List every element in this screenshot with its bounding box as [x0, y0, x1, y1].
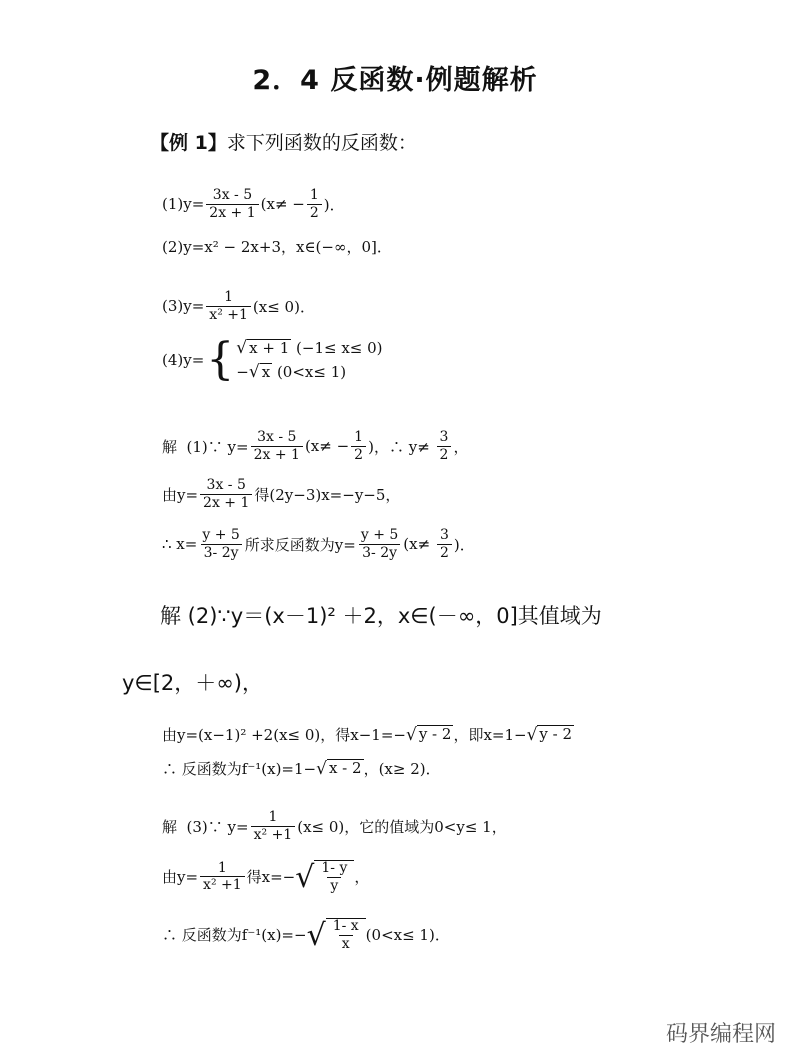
- problem-4: (4)y= { √ x + 1 (−1≤ x≤ 0) − √ x (0<x≤ 1): [162, 334, 383, 385]
- fraction: $\frac{1}{\text{x² +1}}$: [206, 290, 251, 322]
- sqrt: √ y - 2: [526, 724, 573, 745]
- solution-3-line-1: 解 (3)∵ y= $\frac{1}{\text{x² +1}}$ (x≤ 0)，它的值域为0<y≤ 1，: [162, 809, 507, 843]
- sqrt: √ y - 2: [405, 724, 452, 745]
- page-title: 2．4 反函数·例题解析: [252, 65, 538, 96]
- fraction: $\frac{1}{\text{x² +1}}$: [200, 861, 245, 893]
- solution-3-line-3: ∴ 反函数为f⁻¹(x)=− √ $\frac{1- x}{x}$ (0<x≤ 1)．: [162, 918, 450, 954]
- solution-2-line-4: ∴ 反函数为f⁻¹(x)=1− √ x - 2 ，(x≥ 2)．: [162, 758, 441, 779]
- example-text: 求下列函数的反函数：: [226, 132, 417, 154]
- fraction: $\frac{1}{\text{x² +1}}$: [251, 810, 296, 842]
- case-2: − √ x (0<x≤ 1): [236, 362, 347, 383]
- fraction: $\frac{3x - 5}{2x + 1}$: [251, 430, 303, 462]
- fraction: $\frac{y + 5}{3- 2y}$: [360, 527, 399, 561]
- piecewise-cases: [236, 339, 382, 382]
- solution-1-line-2: 由y= $\frac{3x - 5}{2x + 1}$ 得(2y−3)x=−y−5，: [162, 477, 401, 511]
- sqrt: √ $\frac{1- x}{x}$: [307, 918, 366, 951]
- fraction: $\frac{y + 5}{3- 2y}$: [202, 527, 240, 561]
- case-1: √ x + 1 (−1≤ x≤ 0): [236, 338, 383, 358]
- sqrt: √ $\frac{1- y}{y}$: [295, 860, 354, 893]
- fraction: $\frac{3}{2}$: [437, 430, 452, 462]
- left-brace: {: [206, 334, 235, 385]
- solution-2-line-3: 由y=(x−1)² +2(x≤ 0)，得x−1=− √ y - 2 ，即x=1− √ y - 2: [162, 724, 573, 745]
- fraction: $\frac{3x - 5}{2x + 1}$: [200, 478, 252, 510]
- sqrt: √ x + 1: [236, 338, 290, 358]
- fraction: $\frac{3x - 5}{2x + 1}$: [206, 188, 258, 220]
- solution-3-line-2: 由y= $\frac{1}{\text{x² +1}}$ 得x=− √ $\frac{1- y}{y}$ ，: [162, 859, 370, 896]
- solution-2-line-1: 解 (2)∵y＝(x－1)² ＋2，x∈(－∞，0]其值域为: [160, 604, 602, 628]
- fraction: $\frac{3}{2}$: [437, 528, 452, 560]
- problem-2: (2)y=x² − 2x+3，x∈(−∞，0]．: [162, 238, 392, 256]
- watermark: 码界编程网: [665, 1022, 776, 1047]
- solution-1-line-1: 解 (1)∵ y= $\frac{3x - 5}{2x + 1}$ (x≠ − $\frac{1}{2}$ )，∴ y≠ $\frac{3}{2}$ ，: [162, 429, 469, 463]
- fraction: $\frac{1}{2}$: [351, 430, 366, 462]
- problem-1: (1)y= $\frac{3x - 5}{2x + 1}$ (x≠ − $\frac{1}{2}$ )．: [162, 187, 345, 221]
- sqrt: √ x: [248, 362, 271, 383]
- fraction: $\frac{1}{2}$: [307, 188, 322, 220]
- sqrt: √ x - 2: [316, 758, 362, 779]
- solution-2-line-2: y∈[2，＋∞)，: [122, 671, 263, 695]
- example-label: 【例 1】: [150, 132, 227, 154]
- solution-1-line-3: ∴ x= $\frac{y + 5}{3- 2y}$ 所求反函数为y= $\frac{y + 5}{3- 2y}$ (x≠ $\frac{3}{2}$ )．: [162, 527, 475, 561]
- example-heading: [150, 128, 417, 155]
- problem-3: (3)y= $\frac{1}{\text{x² +1}}$ (x≤ 0)．: [162, 289, 315, 323]
